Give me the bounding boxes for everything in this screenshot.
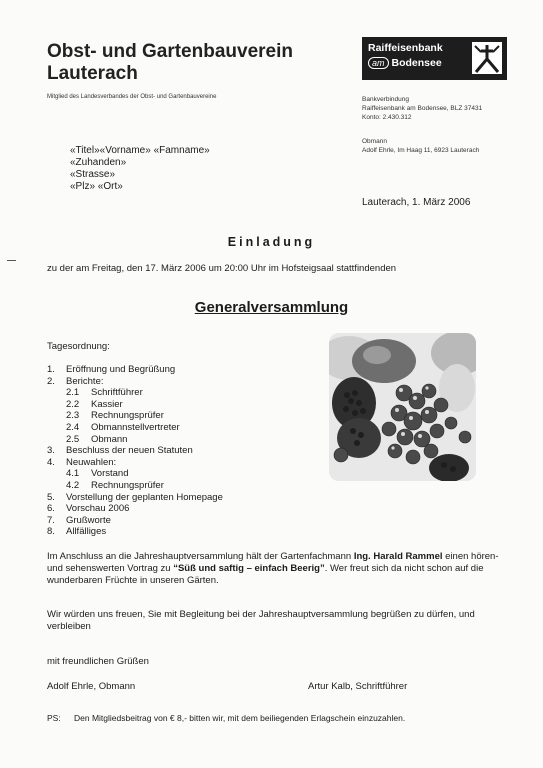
bank-logo-line2 bbox=[368, 57, 442, 69]
agenda-number: 8. bbox=[47, 526, 55, 538]
agenda-text: Obmann bbox=[91, 433, 128, 445]
address-line: «Zuhanden» bbox=[70, 157, 127, 168]
agenda-item bbox=[47, 376, 223, 388]
agenda-text: Vorstand bbox=[91, 468, 129, 480]
agenda-text: Neuwahlen: bbox=[66, 456, 117, 468]
agenda-item bbox=[47, 364, 223, 376]
letter-heading: Einladung bbox=[227, 235, 316, 249]
closing-greeting: mit freundlichen Grüßen bbox=[47, 656, 149, 667]
intro-line: zu der am Freitag, den 17. März 2006 um 20:00 Uhr im Hofsteigsaal stattfindenden bbox=[47, 263, 397, 274]
agenda-number: 2.2 bbox=[66, 398, 80, 410]
agenda-number: 4. bbox=[47, 456, 55, 468]
agenda-subitem bbox=[47, 468, 223, 480]
agenda-number: 6. bbox=[47, 503, 55, 515]
agenda-number: 5. bbox=[47, 491, 55, 503]
agenda-item bbox=[47, 526, 223, 538]
berries-photo bbox=[329, 333, 476, 481]
bank-details-bank: Raiffeisenbank am Bodensee, BLZ 37431 bbox=[362, 105, 483, 112]
speaker-name: Ing. Harald Rammel bbox=[353, 551, 443, 562]
signature-chairman: Adolf Ehrle, Obmann bbox=[47, 681, 136, 692]
agenda-subitem bbox=[47, 387, 223, 399]
agenda-number: 4.1 bbox=[66, 468, 80, 480]
address-line: «Plz» «Ort» bbox=[70, 181, 123, 192]
agenda-number: 1. bbox=[47, 364, 55, 375]
lecture-text-part3: . Wer freut sich da nicht schon auf die wunderbaren Früchte in unseren Gärten. bbox=[47, 563, 484, 586]
signature-secretary: Artur Kalb, Schriftführer bbox=[308, 681, 408, 692]
address-line: «Strasse» bbox=[70, 169, 116, 180]
agenda-subitem bbox=[47, 399, 223, 411]
chairman-address: Adolf Ehrle, Im Haag 11, 6923 Lauterach bbox=[362, 147, 480, 154]
lecture-paragraph bbox=[47, 551, 507, 587]
agenda-number: 2.1 bbox=[66, 387, 80, 399]
letter-date: Lauterach, 1. März 2006 bbox=[362, 197, 471, 208]
agenda-label: Tagesordnung: bbox=[47, 341, 110, 352]
agenda-subitem bbox=[47, 410, 223, 422]
agenda-subitem bbox=[47, 480, 223, 492]
agenda-text: Obmannstellvertreter bbox=[91, 421, 180, 433]
postscript-text: Den Mitgliedsbeitrag von € 8,- bitten wir, mit dem beiliegenden Erlagschein einzuzahlen. bbox=[74, 713, 406, 723]
agenda-text: Allfälliges bbox=[66, 526, 107, 538]
lecture-text-part1: Im Anschluss an die Jahreshauptversammlung hält der Gartenfachmann bbox=[47, 551, 354, 562]
organization-name-line2: Lauterach bbox=[47, 63, 138, 84]
address-line: «Titel»«Vorname» «Famname» bbox=[70, 145, 210, 156]
agenda-number: 7. bbox=[47, 514, 55, 526]
agenda-text: Berichte: bbox=[66, 375, 104, 387]
bank-logo-line1: Raiffeisenbank bbox=[368, 42, 443, 54]
agenda-number: 2.5 bbox=[66, 433, 80, 445]
bank-logo-am: am bbox=[368, 57, 389, 69]
agenda-text: Vorschau 2006 bbox=[66, 503, 130, 515]
agenda-text: Vorstellung der geplanten Homepage bbox=[66, 491, 223, 503]
chairman-details bbox=[362, 137, 479, 155]
postscript-label: PS: bbox=[47, 713, 61, 723]
agenda-text: Beschluss der neuen Statuten bbox=[66, 445, 193, 457]
membership-note: Mitglied des Landesverbandes der Obst- und Gartenbauvereine bbox=[47, 94, 217, 100]
bank-details-account: Konto: 2.430.312 bbox=[362, 114, 412, 121]
agenda-item bbox=[47, 515, 223, 527]
bank-details-label: Bankverbindung bbox=[362, 96, 409, 103]
chairman-label: Obmann bbox=[362, 138, 387, 145]
organization-name-line1: Obst- und Gartenbauverein bbox=[47, 41, 293, 62]
agenda-subitem bbox=[47, 422, 223, 434]
agenda-item bbox=[47, 457, 223, 469]
recipient-address bbox=[70, 145, 210, 193]
lecture-text-part2: einen hören- und sehenswerten Vortrag zu bbox=[47, 551, 499, 574]
agenda-number: 4.2 bbox=[66, 479, 80, 491]
agenda-text: Eröffnung und Begrüßung bbox=[66, 364, 176, 375]
agenda-text: Kassier bbox=[91, 398, 123, 410]
agenda-number: 2. bbox=[47, 375, 55, 387]
welcome-paragraph: Wir würden uns freuen, Sie mit Begleitung bei der Jahreshauptversammlung begrüßen zu dürfen, und verbleiben bbox=[47, 609, 475, 632]
agenda-subitem bbox=[47, 434, 223, 446]
agenda-item bbox=[47, 445, 223, 457]
agenda-number: 2.4 bbox=[66, 421, 80, 433]
agenda-text: Rechnungsprüfer bbox=[91, 410, 164, 422]
bank-logo bbox=[362, 37, 507, 80]
raiffeisen-gable-cross-icon bbox=[472, 42, 502, 74]
agenda-number: 3. bbox=[47, 445, 55, 457]
talk-title: “Süß und saftig – einfach Beerig” bbox=[173, 563, 325, 574]
agenda-number: 2.3 bbox=[66, 410, 80, 422]
agenda-text: Schriftführer bbox=[91, 387, 143, 399]
agenda-item bbox=[47, 492, 223, 504]
agenda-text: Rechnungsprüfer bbox=[91, 479, 164, 491]
organization-name bbox=[47, 41, 293, 85]
event-title: Generalversammlung bbox=[194, 299, 349, 316]
agenda-text: Grußworte bbox=[66, 514, 111, 526]
agenda-item bbox=[47, 503, 223, 515]
bank-details bbox=[362, 95, 482, 122]
postscript bbox=[47, 713, 405, 723]
agenda-list bbox=[47, 364, 223, 538]
bank-logo-region: Bodensee bbox=[391, 57, 442, 69]
fold-mark bbox=[7, 260, 16, 261]
